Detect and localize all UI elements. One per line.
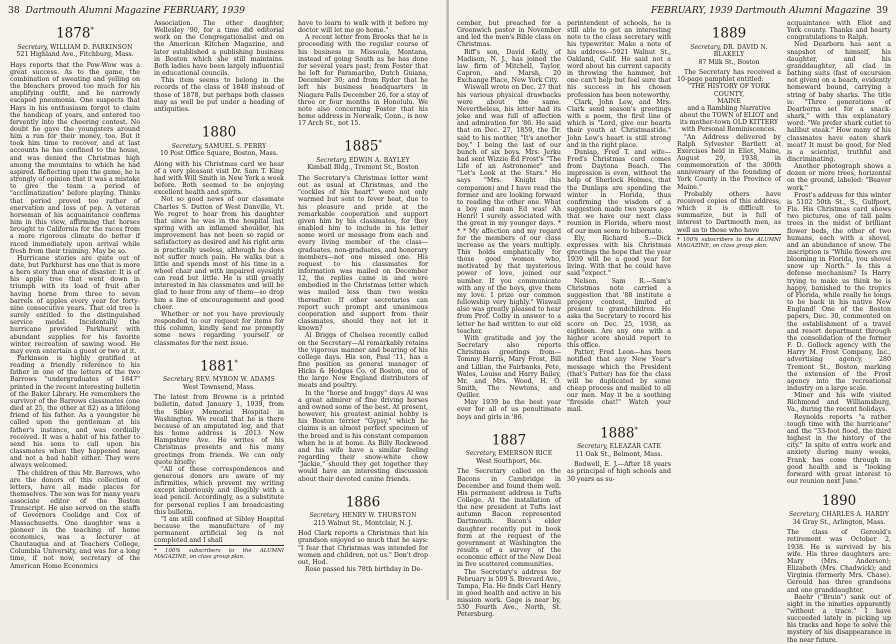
paragraph: The Secretary's Christmas letter went out as usual at Christmas, and the "cockles of his heart" were not only warmed but sent to fever heat, due to his pleasure and pride at the remarkable cooperation and support given him by his classmates, for they enabled him to include in his letter some word or message from each and every living member of the class—graduates, non-graduates, and honorary members—not one missed one. His request to his classmates for information was mailed on December 12, the replies came in and were embodied in the Christmas letter which was mailed less than two weeks thereafter. If other secretaries can report such prompt and unanimous cooperation and support from their classmates, should they not let it known? xyxy=(298,174,428,333)
paragraph: With gratitude and joy the Secretary also reports Christmas greetings from—Tommy Harris, Mary Frost, Bill and Lillian, the Fairbanks, Pete, Wales, Louise and Harry Bailey, Mr. and Mrs. Wood, H. O. Smith, The Newtons, and Quiller. xyxy=(457,334,561,400)
paragraph: Another photograph shows a dozen or more trees, horizontal on the ground, labeled: "Beaver work." xyxy=(787,163,891,192)
class-secretary: Secretary, DR. DAVID N. BLAKELY xyxy=(690,43,768,58)
paragraph: Association. The other daughter, Wellesley '90, for a time did editorial work on the Congregationalist and on the American Kitchen Magazine, and later established a publishing business in Boston which she still maintains. Both ladies have been largely influential in educational councils. xyxy=(154,20,284,78)
paragraph: The Secretary's address for February is 509 S. Brevard Ave., Tampa, Fla. He finds Carl Henry in good health and active in his mission work. Gage is near by, 530 Fourth Ave., North, St. Petersburg. xyxy=(457,568,561,619)
footnote: * 100% subscribers to the ALUMNI MAGAZINE, on class group plan. xyxy=(154,545,284,561)
left-page-number: 38 xyxy=(8,5,20,16)
paragraph: acquaintance with Eliot and York county. Thanks and hearty congratulations to Ralph. xyxy=(787,20,891,42)
paragraph: The Secretary has received a 10-page pamphlet entitled: xyxy=(677,69,781,84)
paragraph: May 1939 be the best year ever for all of us penultimate boys and girls in '86. xyxy=(457,399,561,421)
class-address: 215 Walnut St., Montclair, N. J. xyxy=(313,519,413,527)
paragraph: "All of these correspondences and generous donors are aware of my infirmities, which prevent my writing except laboriously and illegibly with a lead pencil. Accordingly, as a substitute for personal replies I am broadcasting this bulletin. xyxy=(154,465,284,516)
paragraph: Nelson, Sam R.—Sam's Christmas note carried a suggestion that '88 institute a progeny contest, limited at present to grandchildren. He asks the Secretary to record his score on Dec. 25, 1938, as eighteen. Are any one with a higher score should report to this office. xyxy=(567,277,671,350)
paragraph: Ned Dearborn has sent a snapshot of himself, his daughter, and his granddaughter, all clad in bathing suits (fast of excursion not given) on a beach, evidently homeward bound, carrying a string of baby sharks. The title is: "Three generations of Dearborns set for a snack-shark," with this explanatory word: "We prefer shark cutlet to halibut steak." How many of his classmates have eaten shark meat? It must be good, for Ned is a scientist, truthful and discriminating. xyxy=(787,41,891,163)
class-year-heading: 1886 xyxy=(345,494,381,511)
right-running-head xyxy=(651,5,888,16)
paragraph: Whether or not you have previously responded to our request for items for this column, kindly send me promptly some news regarding yourself or classmates for the next issue. xyxy=(154,310,284,347)
class-secretary: Secretary, REV. MYRON W. ADAMS xyxy=(163,376,275,384)
left-running-head xyxy=(8,5,245,16)
class-address: 34 Gray St., Arlington, Mass. xyxy=(792,518,886,526)
class-address: 87 Milk St., Boston xyxy=(698,58,760,66)
left-column-2 xyxy=(154,20,284,561)
class-year-heading: 1880 xyxy=(201,124,237,141)
class-secretary: Secretary, EDWIN A. BAYLEY xyxy=(316,156,410,164)
paragraph: Rose passed his 78th birthday in De- xyxy=(305,566,423,574)
right-page xyxy=(449,0,896,644)
class-address: 10 Post Office Square, Boston, Mass. xyxy=(159,150,279,158)
paragraph: Hays reports that the Pow-Wow was a great success. As to the game, the combination of sweating and yelling on the bleachers proved too much for his amplifying outfit, and he narrowly escaped pneumonia. One suspects that Hays in his enthusiasm forgot to claim the handicap of years, and entered too fervently into the cheering contest. No doubt he gave the youngsters around him a run for their money, too. But it took him time to recover, and at last accounts he has confined to the house, and was denied the Christmas high among the mountains to which he had aspired. Reflecting upon the game, he is strongly of opinion that it was a mistake to give the team a period of "acclimatization" before playing. Thinks that period proved too rather of enervation and loss of pep. A veteran horseman of his acquaintance confirms him in this view, affirming that horses brought to California for the races from a more rigorous climate do better if raced immediately upon arrival while fresh from their training. May be so. xyxy=(10,61,140,255)
right-column-3 xyxy=(677,20,781,250)
class-year-heading: 1889 xyxy=(711,25,747,42)
paragraph: The latest from Browne is a printed bulletin, dated January 1, 1939, from the Sibley Memorial Hospital in Washington. We recall that he is there because of an amputated leg, and that his home address is 2013 New Hampshire Ave. He writes of his Christmas presents and his many greetings from friends. We can only quote briefly: xyxy=(154,394,284,466)
class-secretary: Secretary, HENRY W. THURSTON xyxy=(309,512,417,520)
class-year-heading: 1887 xyxy=(491,432,527,449)
right-running-title: FEBRUARY, 1939 Dartmouth Alumni Magazine xyxy=(650,5,871,16)
class-address: West Townsend, Mass. xyxy=(182,383,256,391)
paragraph: The children of this Mr. Barrows, who are the donors of this collection of letters, have all made places for themselves. The son was for many years associate editor of the Boston Transcript. He also served on the staffs of Governors Coolidge and Cox of Massachusetts. One daughter was a pioneer in the teaching of home economics, was a lecturer at Chautauqua and at Teachers College, Columbia University, and was for a long time, if not now, secretary of the American Home Economics xyxy=(10,469,140,570)
paragraph: This item seems to belong in the records of the class of 1848 instead of those of 1878, but perhaps both classes may as well be put under a heading of antiquities. xyxy=(154,77,284,113)
left-page xyxy=(0,0,447,600)
class-address: 11 Oak St., Belmont, Mass. xyxy=(575,450,663,458)
left-column-1 xyxy=(10,20,140,570)
pamphlet-title-line: with Personal Reminiscences. xyxy=(681,126,777,134)
paragraph: Baehr ("Bruin") sank out of sight in the nineties apparently "without a trace." I have succeeded lately in picking up his tracks and hope to solve the mystery of his disappearance in the near future. xyxy=(787,593,891,644)
paragraph: The class of Gerould's retirement was October 2, 1938. He is survived by his wife. His three daughters are: Mary (Mrs. Anderson); Elizabeth (Mrs. Chadwick); and Virginia (formerly Mrs. Chase). Gerould has three grandsons and one granddaughter. xyxy=(787,529,891,594)
class-year-heading: 1885* xyxy=(344,138,382,155)
pamphlet-title-line: about the TOWN of ELIOT and xyxy=(679,112,779,120)
paragraph: "I am still confined at Sibley Hospital because the manufacture of my permanent artificial leg is not completed and I shall xyxy=(154,515,284,545)
class-year-heading: 1890 xyxy=(821,493,857,510)
class-secretary: Secretary, EMERSON RICE xyxy=(465,450,553,458)
paragraph: "An Address delivered by Ralph Sylvester Bartlett at Exercises held in Eliot, Maine, August 29, 1938, in commemoration of the 300th anniversary of the founding of York County in the Province of Maine." xyxy=(677,133,781,191)
class-address: Kimball Bldg., Tremont St., Boston xyxy=(307,164,419,172)
paragraph: Hod Clark reports a Christmas that his grandson enjoyed so much that he says: "I fear that Christmas was intended for women and children, not us." Don't drop out, Hod. xyxy=(298,530,428,566)
paragraph: A recent letter from Brooks that he is proceeding with the regular course of his business in Missoula, Montana, instead of going South as he has done for several years past; from Foster that he left for Paramaribo, Dutch Guiana, December 30; and from Ryder that he left his business headquarters in Niagara Falls December 26, for a stay of three or four months in Honolulu. We note also concerning Foster that his home address in Norwalk, Conn., is now 17 Arch St., not 15. xyxy=(298,34,428,128)
left-running-title: Dartmouth Alumni Magazine FEBRUARY, 1939 xyxy=(25,5,246,16)
pamphlet-title-line: MAINE xyxy=(717,97,741,105)
footnote: * 100% subscribers to the ALUMNI MAGAZINE, on class group plan. xyxy=(677,234,781,250)
right-column-2 xyxy=(567,20,671,483)
class-secretary: Secretary, CHARLES A. HARDY xyxy=(789,511,889,519)
paragraph: Hurricane stories are quite out of date, but Parkhurst has one that is more a hero story than one of disaster. It is of his apple tree that went down in triumph with its load of fruit after having borne from three to seven barrels of apples every year for forty-nine consecutive years. That old tree is surely entitled to the distinguished service medal. Incidentally the hurricane provided Parkhurst with abundant supplies for his favorite winter recreation of sawing wood. He may even entertain a guest or two at it. xyxy=(10,254,140,355)
paragraph: have to learn to walk with it before my doctor will let me go home." xyxy=(298,20,428,35)
class-address: West Southport, Me. xyxy=(476,457,542,465)
class-secretary: Secretary, ELEAZAR CATE xyxy=(576,443,662,451)
paragraph: Patter, Fred Leon—has been notified that any New Year's message which the President (that's Patter) has for the class will be duplicated by some cheap process and mailed to all our men. May it be a soothing "fireside chat!" Watch your mail. xyxy=(567,349,671,414)
class-secretary: Secretary, SAMUEL S. PERRY xyxy=(171,142,267,150)
class-year-heading: 1878* xyxy=(56,25,94,42)
paragraph: Miner and his wife visited Richmond and Williamsburg, Va., during the recent holidays. xyxy=(787,392,891,414)
paragraph: Probably others have received copies of this address, which it is difficult to summarize, but is full of interest to Dartmouth men, as well as to those who have xyxy=(677,190,781,234)
paragraph: Clark, John Lew, and Mrs. Clark send season's greetings with a poem, the first line of which is "Lord, give our hearts their youth at Christmastide." John Lew's heart is still strong and in the right place. xyxy=(567,98,671,149)
class-year-heading: 1881* xyxy=(200,358,238,375)
paragraph: Frost's address for this winter is 5102 50th St., S., Gulfport, Fla. His Christmas card shows two pictures, one of tall palm trees in the midst of brilliant flower beds, the other of two humans, each with a shovel, and an abundance of snow. The inscription is "While flowers are blooming in Florida, you shovel snow up North." Is this a defense mechanism? Is Harry trying to make us think he is happy, banished to the tropics of Florida, while really he longs to be back in his native New England! One of the Boston papers, Dec. 30, commented on the establishment of a travel and resort department through the consolidation of the former F. D. Gollock agency with the Harry M. Frost Company, Inc., advertising agency, 280 Tremont St., Boston, marking the extension of the Frost agency into the recreational industry on a large scale. xyxy=(787,191,891,392)
paragraph: cember, but preached for a Greenwich pastor in November and led the men's Bible class on Christmas. xyxy=(457,20,561,49)
paragraph: Along with his Christmas card we hear of a very pleasant visit Dr. Sam T. King had with Will Smith in New York a week before. Both seemed to be enjoying excellent health and spirits. xyxy=(154,160,284,197)
paragraph: Not so good news of our classmate Charles S. Dutton of West Danville, Vt. We regret to hear from his daughter that since he was in the hospital last spring with an inflamed shoulder, his improvement has not been so rapid or satisfactory as desired and his right arm is practically useless, although he does not suffer much pain. He walks but a little and spends most of his time in a wheel chair and with impaired eyesight can read but little. He is still greatly interested in his classmates and will be glad to hear from any of them—so drop him a line of encouragement and good cheer. xyxy=(154,196,284,311)
class-secretary: Secretary, WILLIAM D. PARKINSON xyxy=(17,43,133,51)
paragraph: Reynolds reports "a rather tough time with the hurricane" and the "33-foot flood, the third highest in the history of the city." In spite of extra work and anxiety during many weeks, Frank has come through in good health and is "looking forward with great interest to our reunion next June." xyxy=(787,413,891,485)
class-year-heading: 1888* xyxy=(600,425,638,442)
right-column-4 xyxy=(787,20,891,644)
paragraph: Parkinson is highly gratified at reading a friendly reference to his father in one of the letters of the two Barrows "undergraduates of 1847" printed in the recent interesting bulletin of the Baker Library. He remembers the survivor of the Barrows classmates (one died at 25, the other at 82) as a lifelong friend of his father. As a youngster he called upon the gentleman at his father's instance, and was cordially received. It was a habit of his father to send his sons to call upon his classmates when they happened near, and not a bad habit either. They were always welcomed. xyxy=(10,355,140,470)
paragraph: The Secretary called on the Bacons in Cambridge in December and found them well. His permanent address is Tufts College. At the installation of the new president at Tufts last autumn Bacon represented Dartmouth. Bacon's elder daughter recently put in book form at the request of the government at Washington the results of a survey of the economic effect of the New Deal in five scattered communities. xyxy=(457,468,561,569)
pamphlet-title-line: "THE HISTORY OF YORK COUNTY, xyxy=(688,83,770,98)
class-address: 521 Highland Ave., Fitchburg, Mass. xyxy=(16,51,134,58)
paragraph: In the "horse and buggy" days Al was a great admirer of fine driving horses and owned some of the best. At present, however, his greatest animal hobby is his Boston terrier "Gypsy," which he claims is an almost perfect specimen of the breed and is his constant companion when he is at home. As Billy Rockwood and his wife have a similar feeling regarding their snow-white chow "Jackie," should they get together they would have an interesting discussion about their devoted canine friends. xyxy=(298,389,428,483)
right-page-number: 39 xyxy=(876,5,888,16)
paragraph: Dunlap, Fred T. and wife—Fred's Christmas card comes from Daytona Beach. The impression is even, without the help of Sherlock Holmes, that the Dunlaps are spending the winter in Florida, thus confirming the wisdom of a suggestion made two years ago that we have our next class reunion in Florida, where most of our men seem to hibernate. xyxy=(567,148,671,235)
paragraph: Wiswall wrote on Dec. 27 that his various physical drawbacks were about the same. Nevertheless, his letter had its joke and was full of affection and admiration for '86. He said that on Dec. 27, 1859, the Dr. said to his mother, "It's another boy." I being the last of our bunch of six boys. Mrs. Jerku had sent Wizzie Ed Frost's "The Life of an Astronomer" and "Let's Look at the Stars." He says "Mrs. Knight (his companion) and I have read the former and are looking forward to reading the other one. What a boy and man Ed was! Ah Henri! I surely associated with the great in my younger days. * * * My affection and my regard for the members of our class increase as the years multiply. This holds emphatically for those good women who, motivated by that mysterious power of love, joined our number. If you communicate with any of the boys, give them my love. I prize our common fellowship very highly." Wiswall also was greatly pleased to hear from Prof. Colby in answer to a letter he had written to our old teacher. xyxy=(457,84,561,335)
paragraph: Al Briggs of Chelsea recently called on the Secretary—Al remarkably retains the vigorous manner and bearing of his college days. His son, Paul '11, has a fine position as general manager of Hicks & Hodges Co. of Boston, one of the large New England distributors of meats and poultry. xyxy=(298,332,428,390)
pamphlet-title-line: and a Rambling Narrative xyxy=(687,104,771,112)
pamphlet-title-line: its mother-town OLD KITTERY xyxy=(679,119,779,127)
paragraph: perintendent of schools, he is still able to get an interesting note to the class secretary with his typewriter. Make a note of his address—5921 Walnut St., Oakland, Calif. He said not a word about his current capacity in throwing the hammer, but one can't help but feel sure that his success in his chosen profession has been noteworthy. xyxy=(567,20,671,99)
paragraph: Ely, Richard S.—Dick expresses with his Christmas greetings the hope that the year 1939 will be a good year for living. With that he could have said "expect." xyxy=(567,234,671,278)
right-column-1 xyxy=(457,20,561,619)
paragraph: Bodwell, E. J.—After 18 years as principal of high schools and 30 years as su- xyxy=(567,461,671,483)
paragraph: Biff's son, David Kelly, of Madison, N. J., has joined the law firm of Mitchell, Taylor, Capron, and Marsh, 20 Exchange Place, New York City. xyxy=(457,48,561,85)
left-column-3 xyxy=(298,20,428,573)
